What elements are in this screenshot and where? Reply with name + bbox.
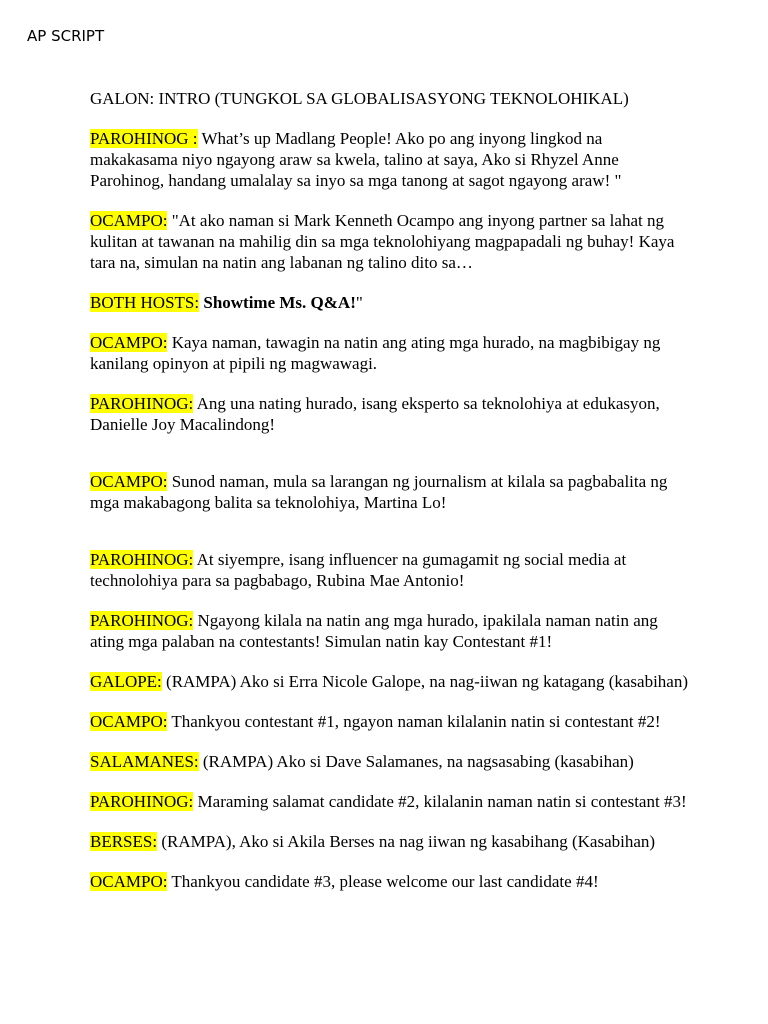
speaker-label: PAROHINOG:	[90, 792, 194, 811]
speaker-label: OCAMPO:	[90, 333, 168, 352]
script-line	[90, 711, 690, 732]
speaker-label: GALOPE:	[90, 672, 162, 691]
script-line	[90, 751, 690, 772]
script-line	[90, 671, 690, 692]
script-body	[90, 88, 690, 892]
line-text: Ang una nating hurado, isang eksperto sa teknolohiya at edukasyon, Danielle Joy Macalindong!	[90, 394, 660, 434]
line-text: "At ako naman si Mark Kenneth Ocampo ang inyong partner sa lahat ng kulitan at tawanan na mahilig din sa mga teknolohiyang magpapadali ng buhay! Kaya tara na, simulan na natin ang labanan ng talino dito sa…	[90, 211, 675, 272]
line-text: At siyempre, isang influencer na gumagamit ng social media at technolohiya para sa pagbabago, Rubina Mae Antonio!	[90, 550, 627, 590]
script-line	[90, 471, 690, 513]
script-line	[90, 871, 690, 892]
speaker-label: BERSES:	[90, 832, 158, 851]
speaker-label: OCAMPO:	[90, 472, 168, 491]
line-text: (RAMPA) Ako si Erra Nicole Galope, na nag-iiwan ng katagang (kasabihan)	[161, 672, 689, 691]
speaker-label: SALAMANES:	[90, 752, 199, 771]
section-title: GALON: INTRO (TUNGKOL SA GLOBALISASYONG TEKNOLOHIKAL)	[90, 89, 629, 108]
show-title: Showtime Ms. Q&A!	[203, 293, 356, 312]
line-text: (RAMPA), Ako si Akila Berses na nag iiwan ng kasabihang (Kasabihan)	[157, 832, 656, 851]
speaker-label: OCAMPO:	[90, 872, 168, 891]
line-text: Sunod naman, mula sa larangan ng journalism at kilala sa pagbabalita ng mga makabagong balita sa teknolohiya, Martina Lo!	[90, 472, 668, 512]
line-text: What’s up Madlang People! Ako po ang inyong lingkod na makakasama niyo ngayong araw sa kwela, talino at saya, Ako si Rhyzel Anne Parohinog, handang umalalay sa inyo sa mga tanong at sagot ngayong araw! "	[90, 129, 622, 190]
speaker-label: PAROHINOG :	[90, 129, 198, 148]
line-text: Kaya naman, tawagin na natin ang ating mga hurado, na magbibigay ng kanilang opinyon at pipili ng magwawagi.	[90, 333, 661, 373]
line-text: (RAMPA) Ako si Dave Salamanes, na nagsasabing (kasabihan)	[198, 752, 634, 771]
script-line	[90, 292, 690, 313]
script-line	[90, 210, 690, 273]
speaker-label: OCAMPO:	[90, 712, 168, 731]
speaker-label: BOTH HOSTS:	[90, 293, 200, 312]
script-line	[90, 831, 690, 852]
script-line	[90, 549, 690, 591]
script-line	[90, 791, 690, 812]
speaker-label: OCAMPO:	[90, 211, 168, 230]
line-text: Ngayong kilala na natin ang mga hurado, ipakilala naman natin ang ating mga palaban na contestants! Simulan natin kay Contestant #1!	[90, 611, 658, 651]
speaker-label: PAROHINOG:	[90, 550, 194, 569]
line-text: "	[355, 293, 363, 312]
speaker-label: PAROHINOG:	[90, 611, 194, 630]
speaker-label: PAROHINOG:	[90, 394, 194, 413]
script-line	[90, 610, 690, 652]
line-text: Thankyou candidate #3, please welcome our last candidate #4!	[167, 872, 599, 891]
line-text: Thankyou contestant #1, ngayon naman kilalanin natin si contestant #2!	[167, 712, 661, 731]
line-text: Maraming salamat candidate #2, kilalanin naman natin si contestant #3!	[193, 792, 687, 811]
document-header: AP SCRIPT	[27, 27, 105, 45]
script-line	[90, 332, 690, 374]
script-line	[90, 128, 690, 191]
script-line	[90, 393, 690, 435]
